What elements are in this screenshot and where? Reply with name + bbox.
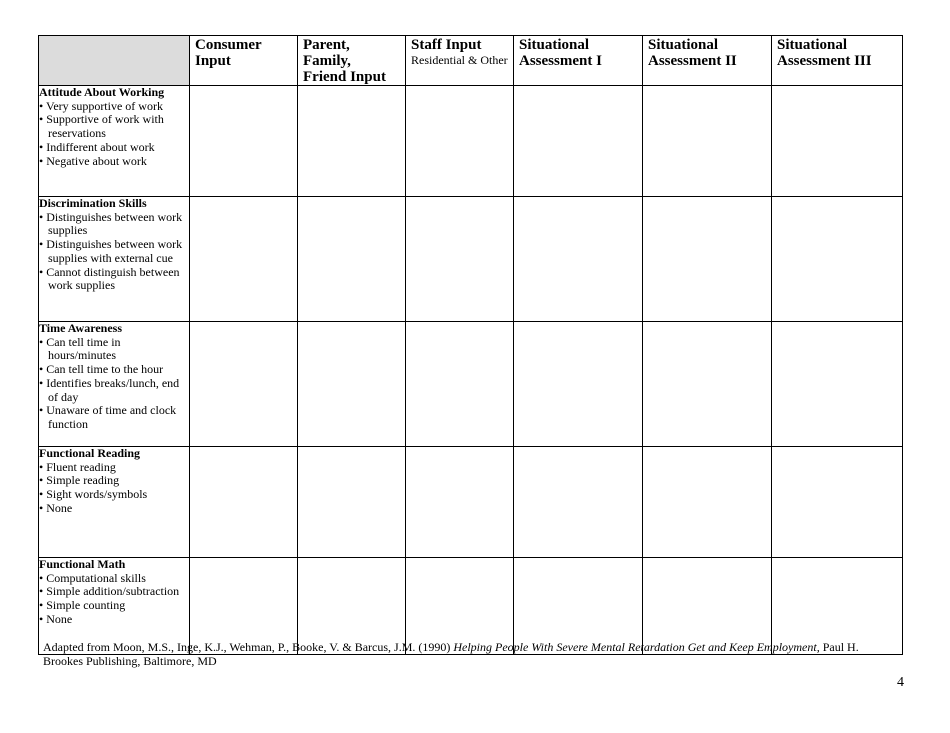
- empty-entry-cell: [190, 447, 298, 558]
- empty-entry-cell: [772, 322, 903, 447]
- table-row-attitude-about-working: [39, 86, 903, 197]
- row-category-heading: Time Awareness: [39, 321, 122, 335]
- row-label-cell: [39, 322, 190, 447]
- row-bullet-item: • Very supportive of work: [39, 98, 163, 113]
- header-situational-assessment-2: Situational Assessment II: [643, 36, 772, 86]
- row-bullet-item: • Negative about work: [39, 153, 147, 168]
- empty-entry-cell: [298, 322, 406, 447]
- row-bullet-item: • Simple reading: [39, 473, 120, 488]
- empty-entry-cell: [514, 322, 643, 447]
- row-bullet-item: • Unaware of time and clock function: [39, 403, 177, 431]
- header-parent-family-friend-input: Parent, Family, Friend Input: [298, 36, 406, 86]
- empty-entry-cell: [406, 197, 514, 322]
- row-bullet-item: • Computational skills: [39, 570, 146, 585]
- row-label-cell: [39, 197, 190, 322]
- row-bullet-item: • Can tell time in hours/minutes: [39, 334, 121, 363]
- header-situational-assessment-1: Situational Assessment I: [514, 36, 643, 86]
- empty-entry-cell: [514, 447, 643, 558]
- row-bullet-item: • Simple counting: [39, 598, 126, 613]
- empty-entry-cell: [406, 322, 514, 447]
- empty-entry-cell: [772, 447, 903, 558]
- header-consumer-input: Consumer Input: [190, 36, 298, 86]
- row-bullet-item: • Can tell time to the hour: [39, 362, 164, 377]
- assessment-table: [38, 35, 903, 655]
- row-category-heading: Attitude About Working: [39, 85, 165, 99]
- row-label-cell: [39, 86, 190, 197]
- row-category-heading: Functional Reading: [39, 446, 141, 460]
- citation-book-title: Helping People With Severe Mental Retardation Get and Keep Employment,: [453, 640, 820, 654]
- table-row-discrimination-skills: [39, 197, 903, 322]
- row-bullet-item: • Distinguishes between work supplies: [39, 209, 183, 238]
- empty-entry-cell: [514, 197, 643, 322]
- empty-entry-cell: [190, 197, 298, 322]
- row-bullet-item: • Sight words/symbols: [39, 487, 148, 502]
- header-corner-cell: [39, 36, 190, 86]
- row-bullet-item: • Indifferent about work: [39, 139, 155, 154]
- row-label-cell: [39, 447, 190, 558]
- empty-entry-cell: [190, 322, 298, 447]
- empty-entry-cell: [643, 322, 772, 447]
- row-bullet-item: • Simple addition/subtraction: [39, 584, 180, 599]
- empty-entry-cell: [643, 86, 772, 197]
- row-category-heading: Discrimination Skills: [39, 196, 147, 210]
- row-bullet-item: • None: [39, 611, 73, 626]
- row-category-heading: Functional Math: [39, 557, 126, 571]
- empty-entry-cell: [772, 197, 903, 322]
- empty-entry-cell: [514, 86, 643, 197]
- empty-entry-cell: [298, 86, 406, 197]
- row-bullet-item: • Cannot distinguish between work supplies: [39, 264, 180, 293]
- table-row-functional-reading: [39, 447, 903, 558]
- row-bullet-item: • Distinguishes between work supplies with external cue: [39, 237, 183, 265]
- row-bullet-item: • Supportive of work with reservations: [39, 112, 164, 141]
- table-row-time-awareness: [39, 322, 903, 447]
- empty-entry-cell: [190, 86, 298, 197]
- empty-entry-cell: [643, 447, 772, 558]
- empty-entry-cell: [298, 447, 406, 558]
- citation-footer: Adapted from Moon, M.S., Inge, K.J., Wehman, P., Booke, V. & Barcus, J.M. (1990) Helping People With Severe Mental Retardation Get and Keep Employment, Paul H. Brookes Publishing, Baltimore, MD: [43, 640, 859, 668]
- row-bullet-item: • Fluent reading: [39, 459, 116, 474]
- row-bullet-item: • None: [39, 500, 73, 515]
- header-staff-input-sub: Residential & Other: [411, 53, 508, 67]
- row-bullet-item: • Identifies breaks/lunch, end of day: [39, 375, 180, 404]
- empty-entry-cell: [298, 197, 406, 322]
- header-situational-assessment-3: Situational Assessment III: [772, 36, 903, 86]
- page-number: 4: [897, 675, 904, 690]
- empty-entry-cell: [406, 447, 514, 558]
- empty-entry-cell: [772, 86, 903, 197]
- empty-entry-cell: [406, 86, 514, 197]
- header-row: [39, 36, 903, 86]
- empty-entry-cell: [643, 197, 772, 322]
- header-staff-input: Staff Input Residential & Other: [406, 36, 514, 86]
